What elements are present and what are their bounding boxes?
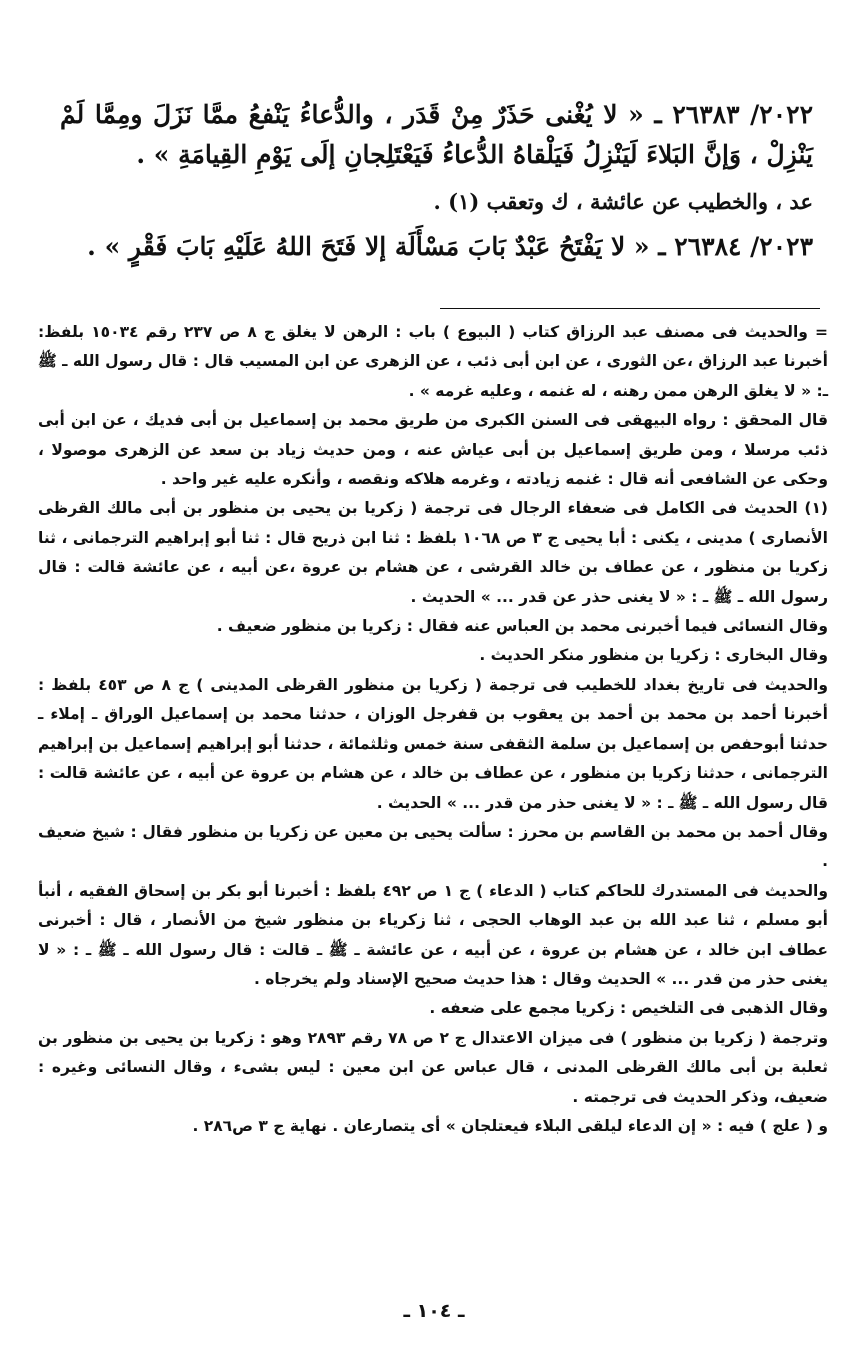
footnote-paragraph: والحديث فى تاريخ بغداد للخطيب فى ترجمة ( زكريا بن منظور القرظى المدينى ) ج ٨ ص ٤٥٣ بلفظ : أخبرنا أحمد بن محمد بن أحمد بن يعقوب بن قفرجل الوزان ، حدثنا محمد بن إسماعيل الوراق ـ إملاء ـ حدثنا أبوحفص بن إسماعيل بن سلمة الثقفى سنة خمس وثلثمائة ، حدثنا أبو إبراهيم إسماعيل بن إبراهيم الترجمانى ، حدثنا زكريا بن منظور ، عن عطاف بن خالد ، عن هشام بن عروة عن أبيه ، عن عائشة قالت : قال رسول الله ـ ﷺ ـ : « لا يغنى حذر من قدر ... » الحديث . (38, 675, 828, 812)
page-number: ـ ١٠٤ ـ (403, 1300, 465, 1322)
footnote-paragraph: وترجمة ( زكريا بن منظور ) فى ميزان الاعتدال ج ٢ ص ٧٨ رقم ٢٨٩٣ وهو : زكريا بن يحيى بن منظور بن ثعلبة بن أبى مالك القرظى المدنى ، قال عباس عن ابن معين : ليس بشىء ، وقال النسائى وغيره : ضعيف، وذكر الحديث فى ترجمته . (38, 1028, 828, 1106)
footnote-paragraph: وقال النسائى فيما أخبرنى محمد بن العباس عنه فقال : زكريا بن منظور ضعيف . (216, 617, 828, 636)
footnote-paragraph: والحديث فى المستدرك للحاكم كتاب ( الدعاء ) ج ١ ص ٤٩٢ بلفظ : أخبرنا أبو بكر بن إسحاق الفقيه ، أنبأ أبو مسلم ، ثنا عبد الله بن عبد الوهاب الحجى ، ثنا زكرياء بن منظور شيخ من الأنصار ، قال : أخبرنى عطاف ابن خالد ، عن هشام بن عروة ، عن أبيه ، عن عائشة ـ ﷺ ـ قالت : قال رسول الله ـ ﷺ ـ : « لا يغنى حذر من قدر ... » الحديث وقال : هذا حديث صحيح الإسناد ولم يخرجاه . (38, 881, 828, 988)
footnotes-section (38, 318, 828, 1141)
hadith-section (60, 95, 813, 267)
footnote-paragraph: وقال الذهبى فى التلخيص : زكريا مجمع على ضعفه . (429, 999, 828, 1018)
footnote-paragraph: و ( علج ) فيه : « إن الدعاء ليلقى البلاء فيعتلجان » أى يتصارعان . نهاية ج ٣ ص٢٨٦ . (192, 1116, 828, 1135)
footnote-separator (440, 308, 820, 309)
footnote-paragraph: قال المحقق : رواه البيهقى فى السنن الكبرى من طريق محمد بن إسماعيل بن أبى فديك ، عن ابن أبى ذئب مرسلا ، ومن طريق إسماعيل بن أبى عياش عنه ، ومن حديث زياد بن سعد عن الزهرى موصولا ، وحكى عن الشافعى أنه قال : غنمه زيادته ، وغرمه هلاكه ونقصه ، وأنكره عليه غير واحد . (38, 411, 828, 489)
footnote-paragraph: = والحديث فى مصنف عبد الرزاق كتاب ( البيوع ) باب : الرهن لا يغلق ج ٨ ص ٢٣٧ رقم ١٥٠٣٤ بلفظ: أخبرنا عبد الرزاق ،عن الثورى ، عن ابن أبى ذئب ، عن الزهرى عن ابن المسيب قال : قال رسول الله ـ ﷺ ـ: « لا يغلق الرهن ممن رهنه ، له غنمه ، وعليه غرمه » . (38, 323, 828, 400)
footnote-paragraph: وقال أحمد بن محمد بن القاسم بن محرز : سألت يحيى بن معين عن زكريا بن منظور فقال : شيخ ضعيف . (38, 822, 828, 871)
hadith-2023: ٢٠٢٣/ ٢٦٣٨٤ ـ « لا يَفْتَحُ عَبْدٌ بَابَ مَسْأَلَة إلا فَتَحَ اللهُ عَلَيْهِ بَابَ فَقْرٍ » . (87, 232, 813, 261)
hadith-2022: ٢٠٢٢/ ٢٦٣٨٣ ـ « لا يُغْنى حَذَرٌ مِنْ قَدَر ، والدُّعاءُ يَنْفعُ ممَّا نَزَلَ ومِمَّا لَمْ يَنْزِلْ ، وَإنَّ البَلاءَ لَيَنْزِلُ فَيَلْقاهُ الدُّعاءُ فَيَعْتَلِجانِ إلَى يَوْمِ القِيامَةِ » . (60, 100, 813, 169)
hadith-2022-source: عد ، والخطيب عن عائشة ، ك وتعقب (١) . (433, 189, 813, 214)
footnote-paragraph: وقال البخارى : زكريا بن منظور منكر الحديث . (479, 646, 828, 665)
footnote-paragraph: (١) الحديث فى الكامل فى ضعفاء الرجال فى ترجمة ( زكريا بن يحيى بن منظور بن أبى مالك القرظى الأنصارى ) مدينى ، يكنى : أبا يحيى ج ٣ ص ١٠٦٨ بلفظ : ثنا ابن ذريح قال : ثنا أبو إبراهيم الترجمانى ، ثنا زكريا بن منظور ، عن عطاف بن خالد القرشى ، عن هشام بن عروة ،عن أبيه ، عن عائشة قالت : قال رسول الله ـ ﷺ ـ : « لا يغنى حذر عن قدر ... » الحديث . (38, 499, 828, 606)
